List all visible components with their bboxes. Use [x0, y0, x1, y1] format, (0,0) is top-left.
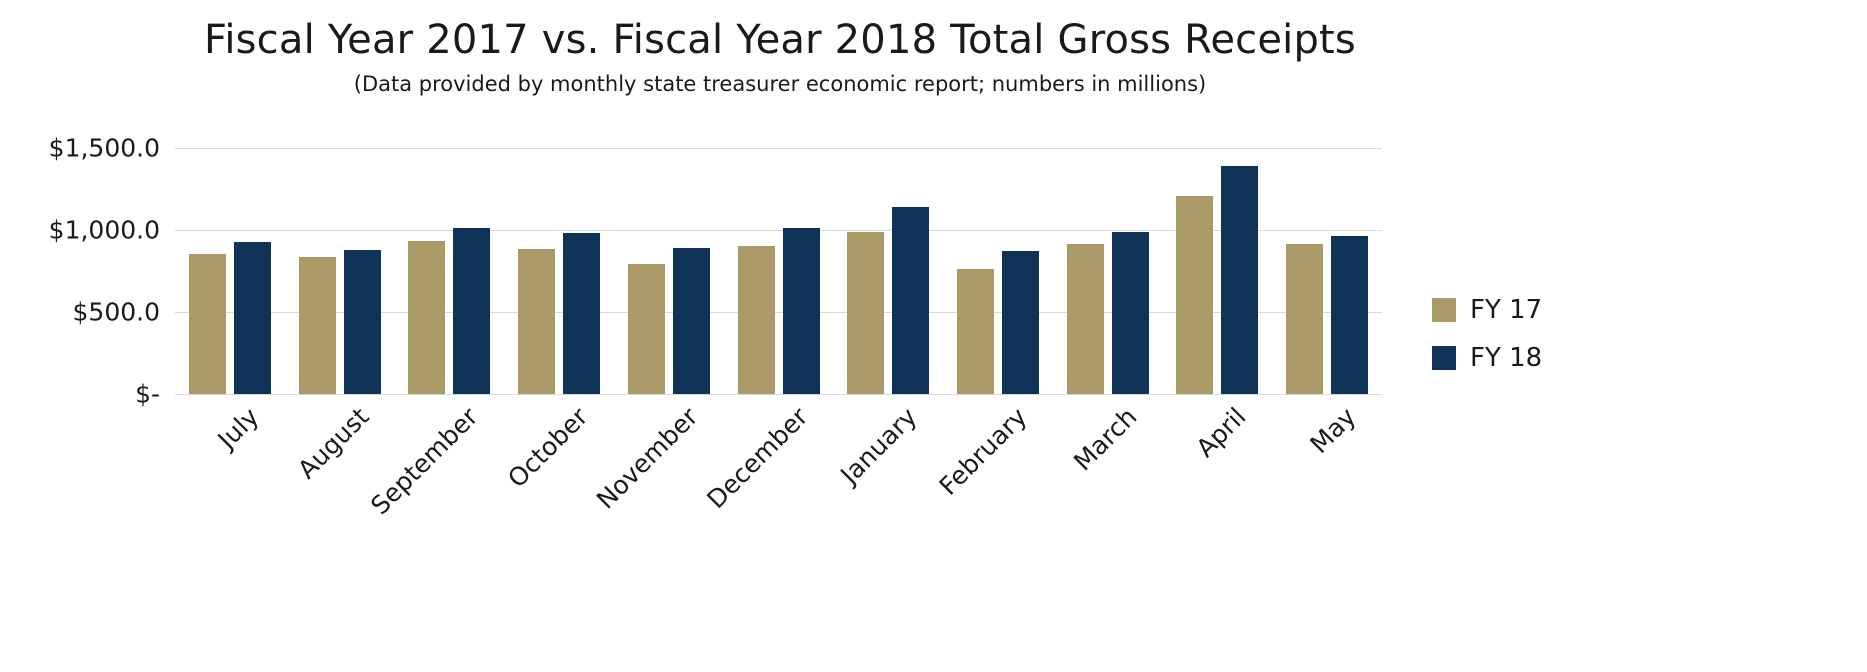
legend-swatch-icon	[1432, 298, 1456, 322]
bar-fy-17	[518, 249, 555, 394]
bar-group	[408, 148, 490, 394]
x-axis-tick-label: August	[291, 402, 375, 485]
x-axis-tick-label: April	[1190, 402, 1252, 463]
x-axis-tick-label: October	[502, 402, 594, 494]
legend-label: FY 18	[1470, 343, 1543, 373]
bar-fy-17	[1176, 196, 1213, 394]
bar-fy-18	[344, 250, 381, 394]
x-axis-tick-label: February	[933, 402, 1033, 501]
y-axis-tick-label: $1,000.0	[48, 215, 160, 245]
bar-fy-17	[957, 269, 994, 394]
x-axis-tick-label: May	[1304, 402, 1362, 460]
legend-item[interactable]	[1432, 334, 1632, 382]
bar-fy-18	[783, 228, 820, 394]
bar-group	[628, 148, 710, 394]
bar-fy-18	[453, 228, 490, 394]
y-axis-tick-label: $500.0	[72, 297, 160, 327]
bar-group	[1067, 148, 1149, 394]
bar-fy-18	[1002, 251, 1039, 394]
y-axis-tick-label: $-	[135, 379, 160, 409]
bar-group	[1176, 148, 1258, 394]
bar-fy-17	[1067, 244, 1104, 394]
chart-title-block	[0, 18, 1560, 96]
bar-group	[738, 148, 820, 394]
x-axis-category-labels	[175, 394, 1382, 564]
bar-fy-17	[408, 241, 445, 394]
bar-group	[299, 148, 381, 394]
legend-item[interactable]	[1432, 286, 1632, 334]
bar-fy-17	[738, 246, 775, 394]
bar-fy-18	[673, 248, 710, 394]
bars-layer	[175, 148, 1382, 394]
bar-fy-18	[1112, 232, 1149, 394]
y-axis-tick-labels	[0, 133, 160, 409]
legend	[1432, 286, 1632, 382]
bar-group	[1286, 148, 1368, 394]
legend-label: FY 17	[1470, 295, 1543, 325]
bar-fy-17	[299, 257, 336, 394]
bar-group	[518, 148, 600, 394]
bar-group	[189, 148, 271, 394]
bar-group	[847, 148, 929, 394]
page-title: Fiscal Year 2017 vs. Fiscal Year 2018 Total Gross Receipts	[204, 17, 1356, 63]
x-axis-tick-label: July	[212, 402, 265, 455]
x-axis-tick-label: January	[835, 402, 923, 490]
bar-fy-18	[1221, 166, 1258, 394]
x-axis-tick-label: November	[590, 402, 704, 515]
y-axis-tick-label: $1,500.0	[48, 133, 160, 163]
chart-subtitle: (Data provided by monthly state treasurer economic report; numbers in millions)	[353, 72, 1207, 96]
bar-fy-17	[1286, 244, 1323, 394]
bar-fy-17	[628, 264, 665, 394]
bar-fy-18	[234, 242, 271, 394]
bar-fy-17	[189, 254, 226, 394]
x-axis-tick-label: March	[1067, 402, 1143, 477]
bar-fy-18	[892, 207, 929, 394]
plot-area	[175, 148, 1382, 394]
x-axis-tick-label: September	[365, 402, 484, 521]
bar-fy-18	[1331, 236, 1368, 394]
legend-swatch-icon	[1432, 346, 1456, 370]
bar-fy-17	[847, 232, 884, 394]
bar-group	[957, 148, 1039, 394]
bar-fy-18	[563, 233, 600, 394]
x-axis-tick-label: December	[700, 402, 814, 515]
